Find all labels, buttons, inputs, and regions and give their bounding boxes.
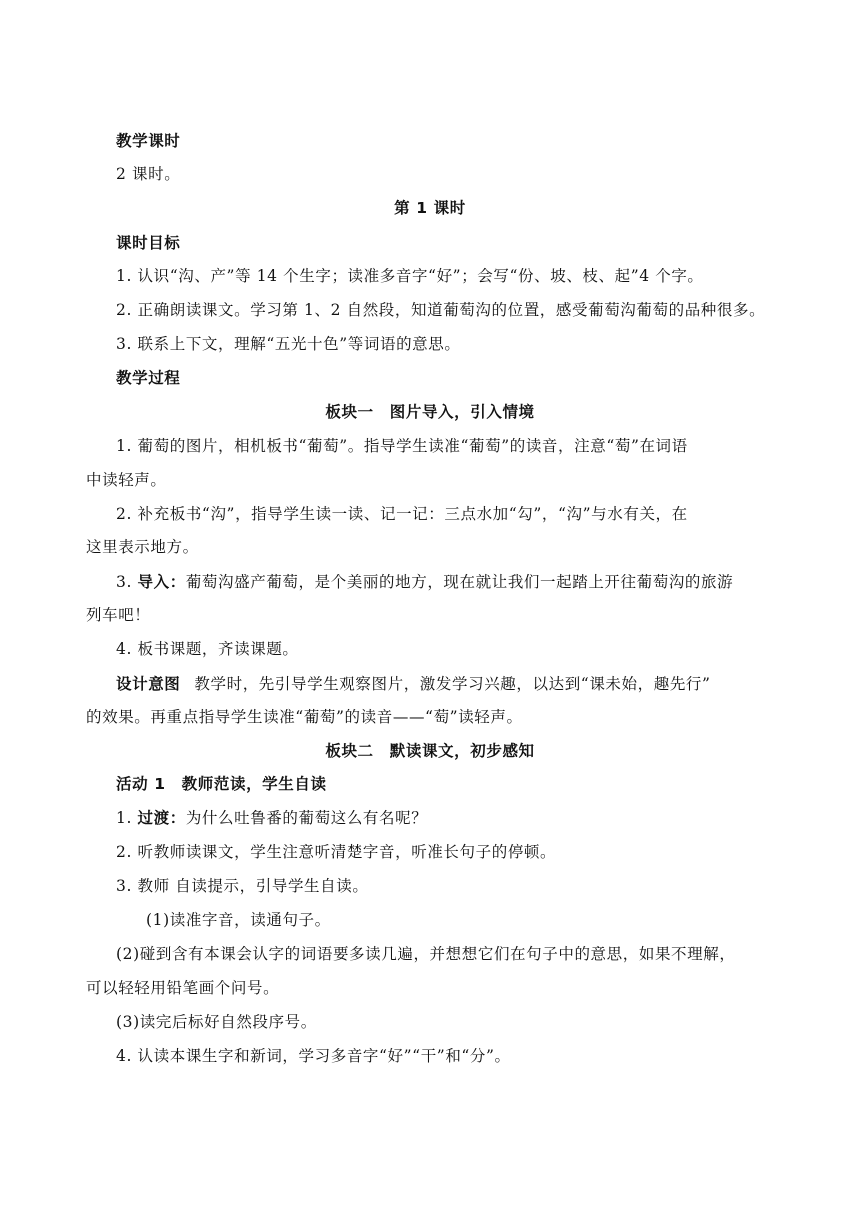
lesson-title: 第 1 课时 [394, 199, 466, 217]
goal-item: 1. 认识“沟、产”等 14 个生字；读准多音字“好”；会写“份、坡、枝、起”4 个字。 [116, 267, 704, 285]
teaching-hours-value: 2 课时。 [116, 165, 181, 183]
block1-paragraph-3-line-2: 列车吧！ [86, 606, 151, 624]
item-number: 1. [116, 809, 138, 827]
goal-item: 2. 正确朗读课文。学习第 1、2 自然段，知道葡萄沟的位置，感受葡萄沟葡萄的品种很多。 [116, 301, 766, 319]
block1-paragraph-4: 4. 板书课题，齐读课题。 [116, 640, 299, 658]
activity-1-item-1 [116, 808, 427, 828]
reading-tip-1: (1)读准字音，读通句子。 [146, 911, 331, 929]
block1-paragraph-1-line-2: 中读轻声。 [86, 471, 167, 489]
reading-tip-2-line-2: 可以轻轻用铅笔画个问号。 [86, 979, 280, 997]
activity-1-title: 活动 1 教师范读，学生自读 [116, 775, 327, 793]
block1-paragraph-2-line-2: 这里表示地方。 [86, 538, 199, 556]
intro-label: 导入： [137, 573, 186, 591]
block1-title: 板块一 图片导入，引入情境 [325, 403, 535, 421]
activity-1-item-2: 2. 听教师读课文，学生注意听清楚字音，听准长句子的停顿。 [116, 843, 557, 861]
goal-item: 3. 联系上下文，理解“五光十色”等词语的意思。 [116, 335, 461, 353]
intro-text: 葡萄沟盛产葡萄，是个美丽的地方，现在就让我们一起踏上开往葡萄沟的旅游 [185, 573, 734, 591]
transition-label: 过渡： [137, 809, 186, 827]
block1-paragraph-2-line-1: 2. 补充板书“沟”，指导学生读一读、记一记：三点水加“勾”，“沟”与水有关，在 [116, 505, 688, 523]
transition-text: 为什么吐鲁番的葡萄这么有名呢？ [185, 809, 428, 827]
design-intent-label: 设计意图 [116, 675, 181, 693]
activity-1-item-3: 3. 教师 自读提示，引导学生自读。 [116, 877, 369, 895]
block2-title: 板块二 默读课文，初步感知 [325, 742, 535, 760]
reading-tip-2-line-1: (2)碰到含有本课会认字的词语要多读几遍，并想想它们在句子中的意思，如果不理解， [116, 945, 736, 963]
heading-teaching-hours: 教学课时 [116, 132, 181, 150]
activity-1-item-4: 4. 认读本课生字和新词，学习多音字“好”“干”和“分”。 [116, 1047, 511, 1065]
design-intent-line-2: 的效果。再重点指导学生读准“葡萄”的读音——“萄”读轻声。 [86, 708, 523, 726]
heading-process: 教学过程 [116, 369, 181, 387]
design-intent-line-1 [116, 674, 711, 694]
heading-goals: 课时目标 [116, 234, 181, 252]
reading-tip-3: (3)读完后标好自然段序号。 [116, 1013, 317, 1031]
design-intent-text: 教学时，先引导学生观察图片，激发学习兴趣，以达到“课未始，趣先行” [194, 675, 711, 693]
block1-paragraph-3-line-1 [116, 572, 733, 592]
paragraph-number: 3. [116, 573, 138, 591]
block1-paragraph-1-line-1: 1. 葡萄的图片，相机板书“葡萄”。指导学生读准“葡萄”的读音，注意“萄”在词语 [116, 437, 688, 455]
